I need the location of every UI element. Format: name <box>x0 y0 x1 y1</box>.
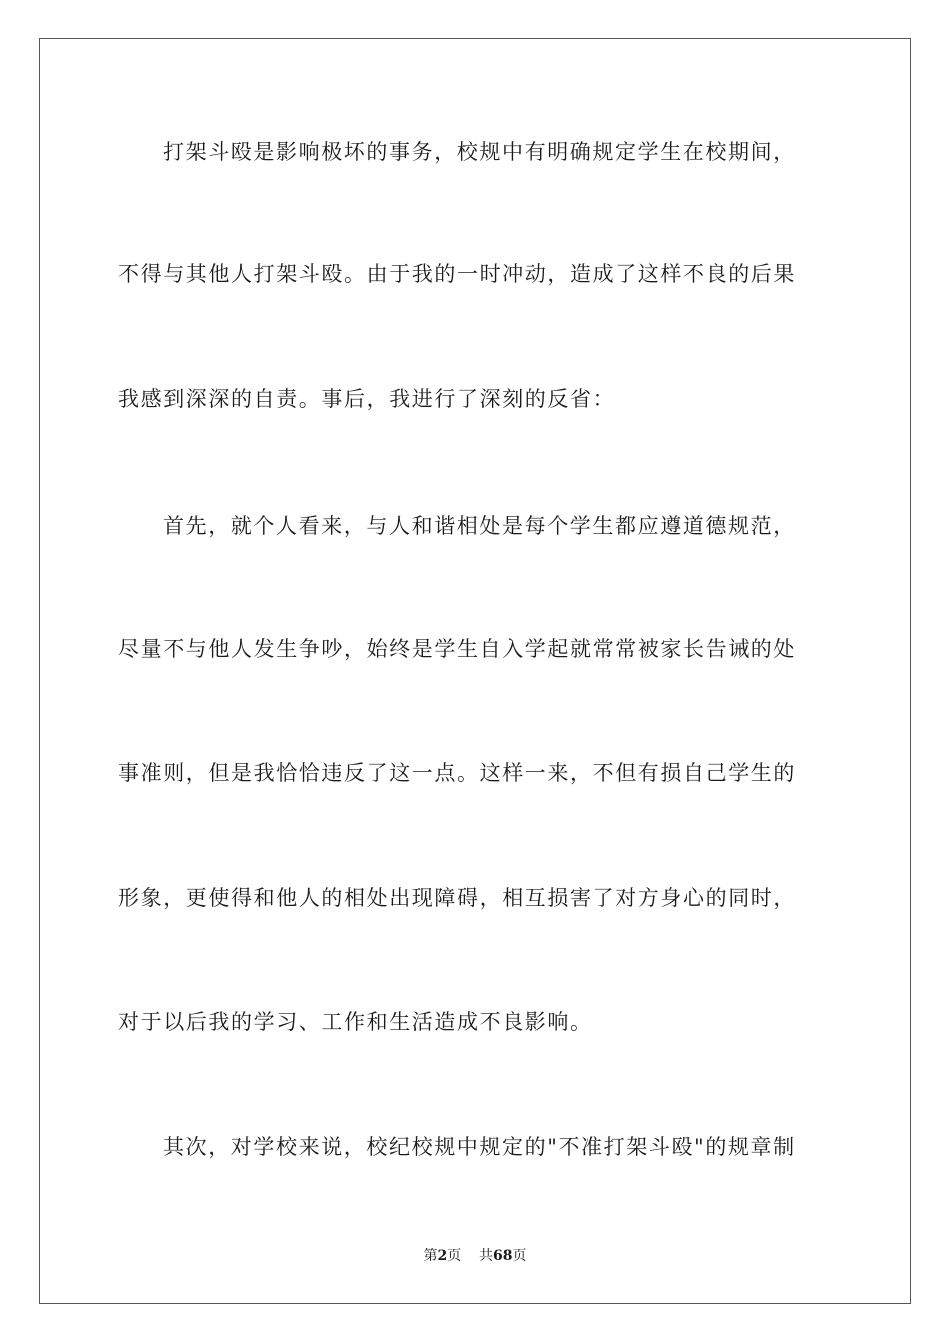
paragraph-2-line-5: 对于以后我的学习、工作和生活造成不良影响。 <box>118 1010 593 1034</box>
paragraph-2-line-1: 首先，就个人看来，与人和谐相处是每个学生都应遵道德规范， <box>163 514 796 538</box>
total-pages: 68 <box>493 1248 513 1264</box>
paragraph-1-line-2: 不得与其他人打架斗殴。由于我的一时冲动，造成了这样不良的后果 <box>118 262 796 286</box>
page-suffix: 页 <box>447 1248 462 1264</box>
paragraph-1-line-3: 我感到深深的自责。事后，我进行了深刻的反省： <box>118 387 616 411</box>
paragraph-1-line-1: 打架斗殴是影响极坏的事务，校规中有明确规定学生在校期间， <box>163 140 796 164</box>
paragraph-3-line-1: 其次，对学校来说，校纪校规中规定的"不准打架斗殴"的规章制 <box>163 1135 796 1159</box>
paragraph-2-line-2: 尽量不与他人发生争吵，始终是学生自入学起就常常被家长告诫的处 <box>118 637 796 661</box>
paragraph-2-line-4: 形象，更使得和他人的相处出现障碍，相互损害了对方身心的同时， <box>118 886 796 910</box>
total-suffix: 页 <box>512 1248 527 1264</box>
page-prefix: 第 <box>423 1248 438 1264</box>
page-footer <box>0 1247 950 1265</box>
total-prefix: 共 <box>479 1248 494 1264</box>
page-border <box>39 38 911 1304</box>
paragraph-2-line-3: 事准则，但是我恰恰违反了这一点。这样一来，不但有损自己学生的 <box>118 761 796 785</box>
page-number: 2 <box>437 1248 448 1264</box>
